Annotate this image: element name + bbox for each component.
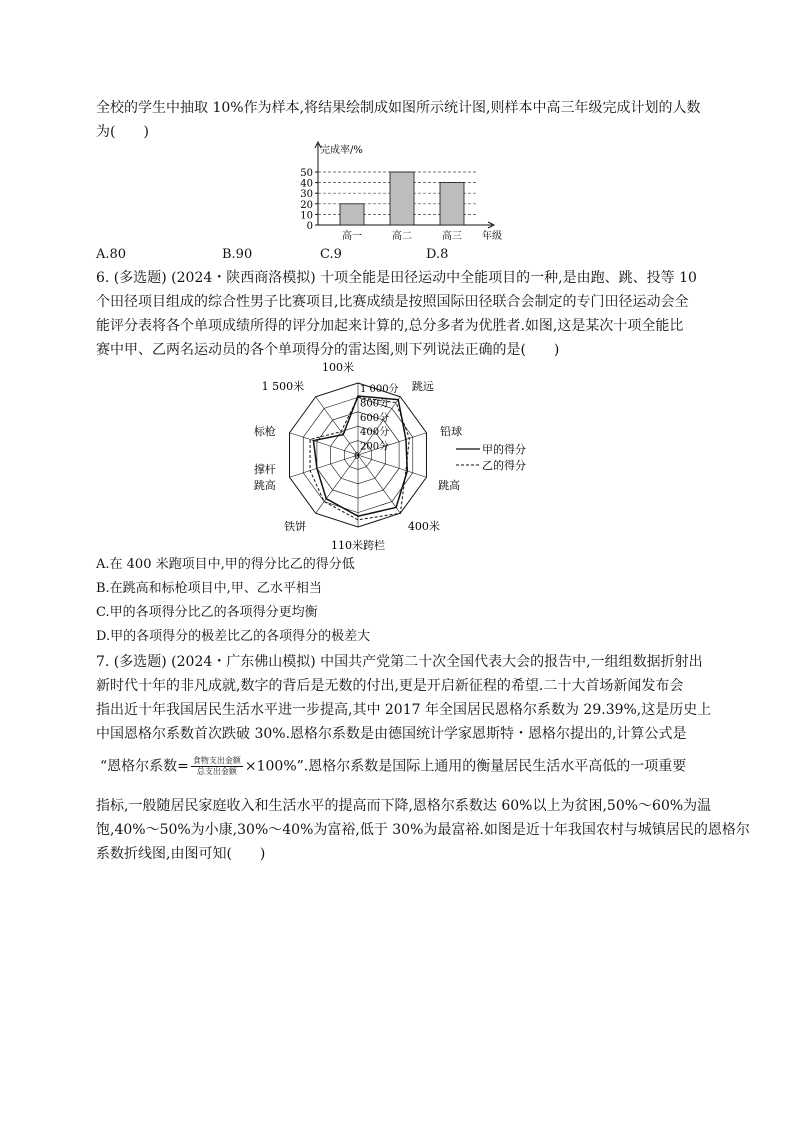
bar-chart (290, 140, 510, 245)
formula-denominator: 总支出金额 (196, 767, 237, 776)
formula-prefix: “恩格尔系数= (100, 758, 189, 775)
axis-label: 跳高 (253, 479, 276, 493)
q5-option-d: D.8 (426, 247, 449, 262)
q7-text-line-4: 中国恩格尔系数首次跌破 30%.恩格尔系数是由德国统计学家恩斯特・恩格尔提出的,计算公式是 (96, 726, 687, 742)
axis-label: 铅球 (440, 424, 463, 438)
axis-label: 铁饼 (284, 520, 307, 534)
axis-label: 400米 (407, 520, 440, 534)
ring-label: 400分 (360, 427, 390, 439)
ring-label: 800分 (360, 398, 390, 410)
ring-label: 200分 (360, 441, 390, 453)
q7-text-line-1: 7. (多选题) (2024・广东佛山模拟) 中国共产党第二十次全国代表大会的报告中,一组组数据折射出 (96, 654, 703, 670)
x-tick-label: 高一 (342, 231, 362, 242)
ring-label: 1 000分 (360, 384, 399, 395)
q5-text-line-2: 为( ) (96, 124, 149, 140)
axis-label: 100米 (322, 361, 354, 374)
q7-text-line-3: 指出近十年我国居民生活水平进一步提高,其中 2017 年全国居民恩格尔系数为 29.39%,这是历史上 (96, 702, 712, 718)
bar (390, 172, 414, 225)
axis-label: 标枪 (253, 424, 276, 438)
legend-label-jia: 甲的得分 (482, 443, 526, 456)
q7-text-line-5: 指标,一般随居民家庭收入和生活水平的提高而下降,恩格尔系数达 60%以上为贫困,50%～60%为温 (96, 798, 712, 814)
q7-formula-line (100, 756, 686, 777)
q5-option-b: B.90 (222, 247, 253, 262)
radar-spoke (358, 455, 426, 477)
q6-text-line-1: 6. (多选题) (2024・陕西商洛模拟) 十项全能是田径运动中全能项目的一种,是由跑、跳、投等 10 (96, 270, 697, 286)
x-axis-label: 年级 (482, 231, 502, 242)
axis-label: 跳远 (411, 379, 434, 393)
radar-spoke (316, 397, 358, 455)
q5-option-a: A.80 (96, 247, 127, 262)
q6-option-c: C.甲的各项得分比乙的各项得分更均衡 (96, 605, 318, 620)
bar (440, 183, 464, 225)
q5-option-c: C.9 (320, 247, 342, 262)
q6-text-line-2: 个田径项目组成的综合性男子比赛项目,比赛成绩是按照国际田径联合会制定的专门田径运动会全 (96, 294, 689, 310)
bar (340, 204, 364, 225)
formula-fraction (191, 756, 243, 777)
q6-text-line-3: 能评分表将各个单项成绩所得的评分加起来计算的,总分多者为优胜者.如图,这是某次十项全能比 (96, 318, 684, 334)
q7-text-line-7: 系数折线图,由图可知( ) (96, 846, 266, 862)
formula-numerator: 食物支出金额 (192, 756, 241, 765)
y-tick-label: 10 (300, 210, 313, 222)
y-tick-label: 40 (300, 178, 313, 190)
y-axis-label: 完成率/% (320, 145, 363, 156)
radar-spoke (290, 455, 358, 477)
axis-label: 1 500米 (261, 379, 305, 393)
q7-text-line-2: 新时代十年的非凡成就,数字的背后是无数的付出,更是开启新征程的希望.二十大首场新闻发布会 (96, 678, 684, 694)
radar-spoke (358, 455, 400, 513)
axis-label: 撑杆 (253, 463, 276, 477)
legend-label-yi: 乙的得分 (482, 459, 526, 472)
x-tick-label: 高二 (392, 231, 412, 242)
q6-option-b: B.在跳高和标枪项目中,甲、乙水平相当 (96, 581, 322, 596)
q5-text-line-1: 全校的学生中抽取 10%作为样本,将结果绘制成如图所示统计图,则样本中高三年级完成计划的人数 (96, 100, 701, 116)
y-tick-label: 20 (300, 199, 313, 211)
q7-text-line-6: 饱,40%～50%为小康,30%～40%为富裕,低于 30%为最富裕.如图是近十年我国农村与城镇居民的恩格尔 (96, 822, 750, 838)
q6-option-d: D.甲的各项得分的极差比乙的各项得分的极差大 (96, 629, 371, 644)
axis-label: 110米跨栏 (331, 539, 385, 552)
q6-option-a: A.在 400 米跑项目中,甲的得分比乙的得分低 (96, 557, 355, 572)
center-label: 0 (354, 452, 360, 462)
x-tick-label: 高三 (442, 231, 462, 242)
formula-suffix: ×100%”.恩格尔系数是国际上通用的衡量居民生活水平高低的一项重要 (244, 758, 687, 775)
q6-text-line-4: 赛中甲、乙两名运动员的各个单项得分的雷达图,则下列说法正确的是( ) (96, 342, 560, 358)
y-tick-label: 0 (306, 221, 313, 232)
radar-chart (250, 361, 550, 552)
y-tick-label: 50 (300, 168, 313, 179)
axis-label: 跳高 (438, 479, 461, 493)
ring-label: 600分 (360, 412, 390, 424)
y-tick-label: 30 (300, 189, 313, 201)
